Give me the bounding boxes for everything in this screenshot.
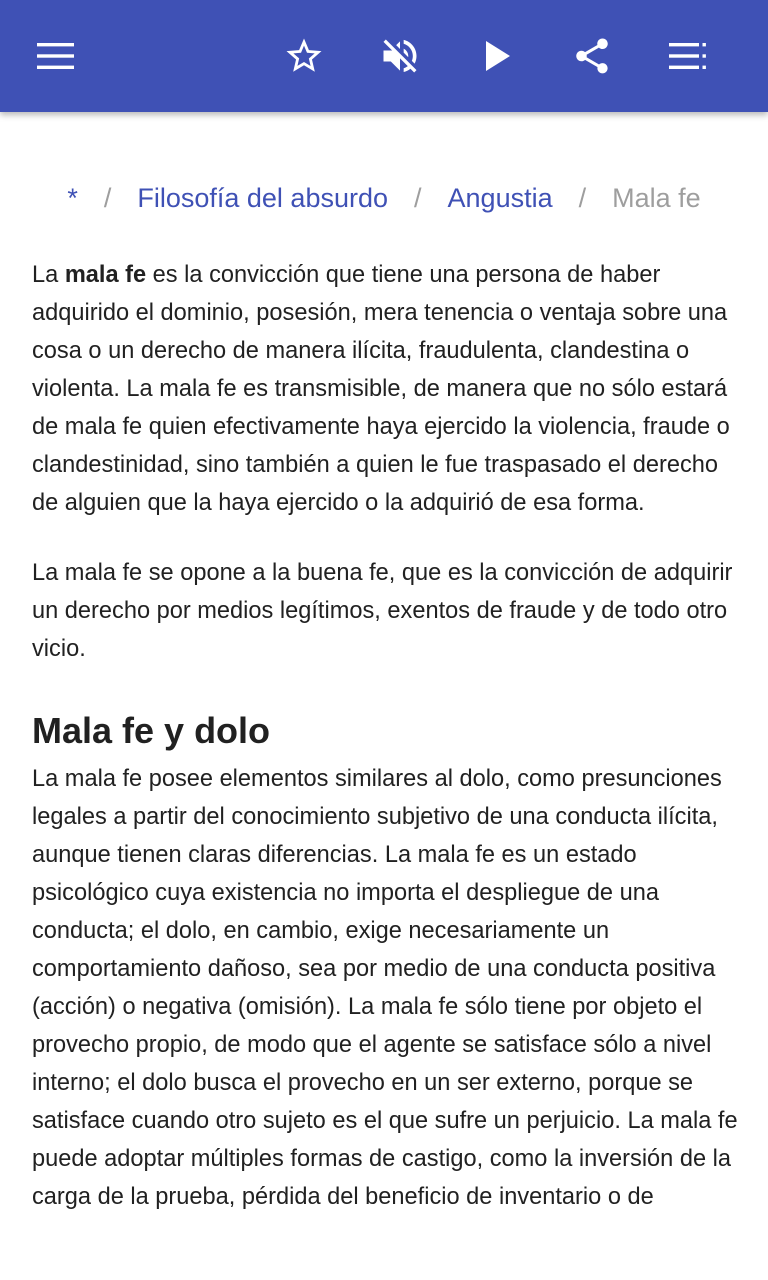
volume-off-icon — [378, 34, 422, 78]
paragraph-dolo: La mala fe posee elementos similares al dolo, como presunciones legales a partir del conocimiento subjetivo de una conducta ilícita, aunque tienen claras diferencias. La mala fe es un estado psicológico cuya existencia no importa el despliegue de una conducta; el dolo, en cambio, exige necesariamente un comportamiento dañoso, sea por medio de una conducta positiva (acción) o negativa (omisión). La mala fe sólo tiene por objeto el provecho propio, de modo que el agente se satisface sólo a nivel interno; el dolo busca el provecho en un ser externo, porque se satisface cuando otro sujeto es el que sufre un perjuicio. La mala fe puede adoptar múltiples formas de castigo, como la inversión de la carga de la prueba, pérdida del beneficio de inventario o de — [32, 766, 738, 1210]
contents-button[interactable] — [660, 28, 716, 84]
article-body — [32, 256, 738, 1216]
mute-button[interactable] — [372, 28, 428, 84]
intro-term: mala fe — [64, 262, 147, 288]
breadcrumb-link-angustia[interactable]: Angustia — [447, 183, 553, 213]
menu-button[interactable] — [28, 28, 84, 84]
app-bar — [0, 0, 768, 112]
breadcrumb-link-filosofia-del-absurdo[interactable]: Filosofía del absurdo — [137, 183, 389, 213]
breadcrumb-separator: / — [414, 183, 422, 213]
intro-rest-text: es la convicción que tiene una persona de haber adquirido el dominio, posesión, mera tenencia o ventaja sobre una cosa o un derecho de manera ilícita, fraudulenta, clandestina o violenta. La mala fe es transmisible, de manera que no sólo estará de mala fe quien efectivamente haya ejercido la violencia, fraude o clandestinidad, sino también a quien le fue traspasado el derecho de alguien que la haya ejercido o la adquirió de esa forma. — [32, 262, 730, 516]
breadcrumb-current-page: Mala fe — [612, 183, 701, 213]
intro-paragraph — [32, 256, 738, 522]
share-icon — [571, 35, 613, 77]
intro-lead-text: La — [32, 262, 65, 288]
hamburger-menu-icon — [37, 42, 75, 70]
article-view — [0, 112, 768, 1280]
breadcrumb — [0, 178, 768, 218]
play-button[interactable] — [470, 28, 526, 84]
play-icon — [483, 40, 513, 72]
paragraph-buena-fe: La mala fe se opone a la buena fe, que es la convicción de adquirir un derecho por medios legítimos, exentos de fraude y de todo otro vicio. — [32, 560, 733, 662]
favorite-button[interactable] — [276, 28, 332, 84]
breadcrumb-separator: / — [578, 183, 587, 213]
table-of-contents-icon — [669, 42, 707, 70]
section-heading: Mala fe y dolo — [32, 710, 271, 751]
share-button[interactable] — [564, 28, 620, 84]
star-outline-icon — [283, 35, 325, 77]
breadcrumb-separator: / — [103, 183, 112, 213]
breadcrumb-home-link[interactable]: * — [67, 183, 78, 213]
